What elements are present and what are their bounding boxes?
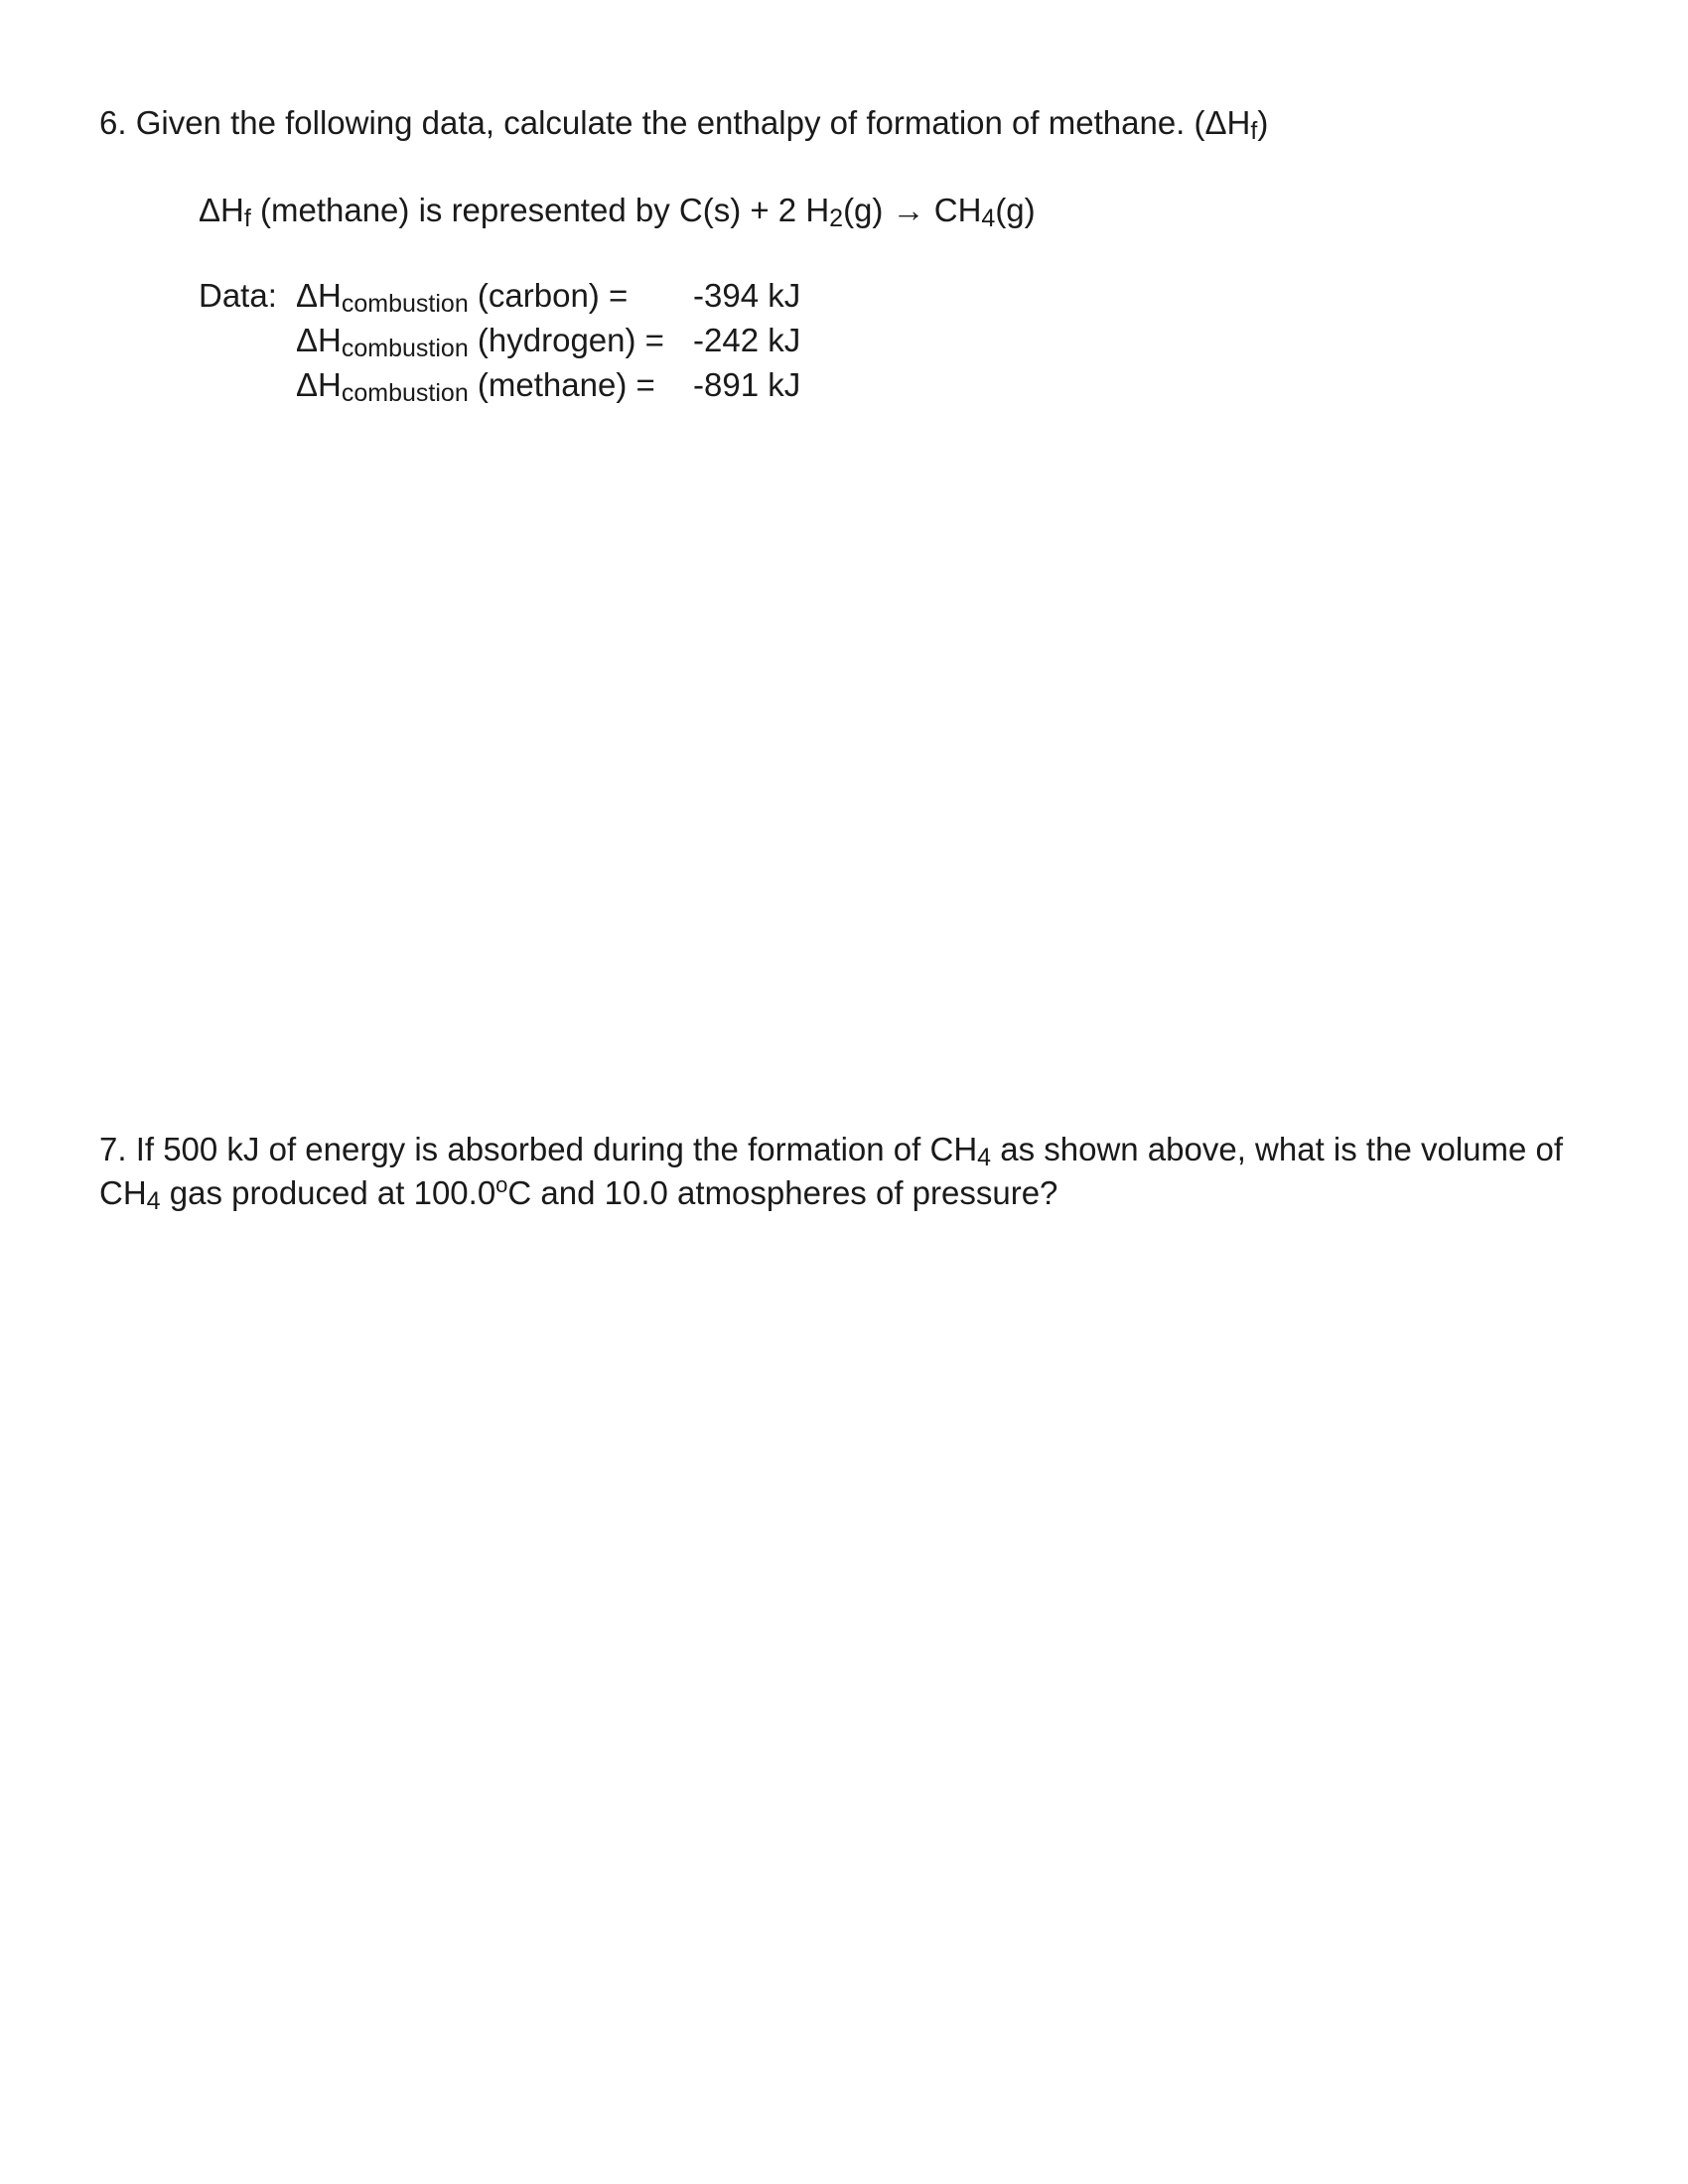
question-7-line-1 [99,1128,1563,1174]
question-6 [99,101,1268,148]
question-7-text-cont: as shown above, what is the volume of [991,1131,1564,1167]
subscript-combustion: combustion [341,290,469,318]
subscript-f: f [243,205,251,232]
data-row-name: (carbon) = [468,277,629,314]
subscript-4: 4 [981,205,996,232]
reaction-arrow-text: (g) → CH [843,192,982,228]
reaction-text: (methane) is represented by C(s) + 2 H [250,192,830,228]
question-7-text: 7. If 500 kJ of energy is absorbed during the formation of CH [99,1131,978,1167]
data-row-value: -242 kJ [693,322,801,358]
subscript-combustion: combustion [341,335,469,362]
data-row-name: (hydrogen) = [468,322,664,358]
data-row-carbon [296,274,801,321]
delta-h-symbol: ΔH [296,366,342,403]
question-7-text-mid: gas produced at 100.0 [160,1174,496,1211]
reaction-product-state: (g) [995,192,1036,228]
data-row-value: -394 kJ [693,277,801,314]
subscript-2: 2 [829,205,844,232]
delta-h-symbol: ΔH [296,277,342,314]
question-6-text: 6. Given the following data, calculate the enthalpy of formation of methane. ( [99,104,1205,141]
subscript-combustion: combustion [341,379,469,407]
data-row-value: -891 kJ [693,366,801,403]
data-row-name: (methane) = [468,366,655,403]
data-label: Data: [199,277,277,314]
subscript-4: 4 [146,1187,161,1215]
question-7-line-2 [99,1171,1057,1218]
data-row-methane [296,363,801,410]
subscript-4: 4 [977,1144,992,1171]
data-row-hydrogen [296,319,801,365]
question-7-text-end: C and 10.0 atmospheres of pressure? [507,1174,1058,1211]
degree-symbol: o [495,1172,508,1197]
delta-h-symbol: ΔH [199,192,244,228]
close-paren: ) [1257,104,1269,141]
delta-h-symbol: ΔH [1204,104,1251,141]
subscript-f: f [1250,117,1258,145]
delta-h-symbol: ΔH [296,322,342,358]
formation-reaction [199,189,1036,235]
ch-text: CH [99,1174,147,1211]
